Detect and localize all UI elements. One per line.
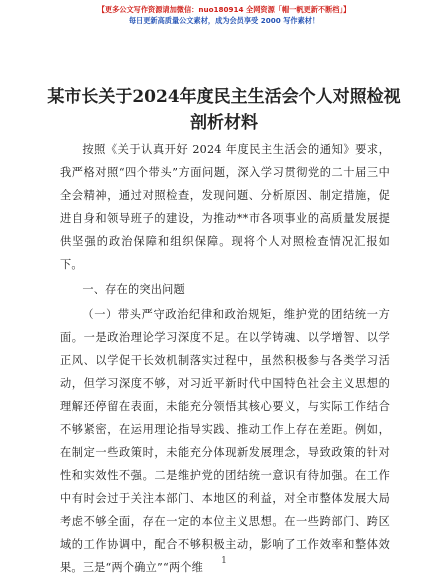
intro-paragraph: 按照《关于认真开好 2024 年度民主生活会的通知》要求，我严格对照“四个带头”方面问题，深入学习贯彻党的二十届三中全会精神，通过对照检查，发现问题、分析原因、制定措施，促进自身和领导班子的建设，为推动**市各项事业的高质量发展提供坚强的政治保障和组织保障。现将个人对照检查情况汇报如下。 xyxy=(60,143,390,271)
document-title-line2: 剖析材料 xyxy=(190,113,258,133)
document-body xyxy=(60,138,390,579)
document-title xyxy=(40,84,408,136)
promo-banner-line2: 每日更新高质量公文素材，成为会员享受 2000 写作素材！ xyxy=(128,16,320,25)
section-paragraph: （一）带头严守政治纪律和政治规矩，维护党的团结统一方面。一是政治理论学习深度不足。在以学铸魂、以学增智、以学正风、以学促干长效机制落实过程中，虽然积极参与各类学习活动，但学习深度不够，对习近平新时代中国特色社会主义思想的理解还停留在表面，未能充分领悟其核心要义，与实际工作结合不够紧密，在运用理论指导实践、推动工作上存在差距。例如，在制定一些政策时，未能充分体现新发展理念，导致政策的针对性和实效性不强。二是维护党的团结统一意识有待加强。在工作中有时会过于关注本部门、本地区的利益，对全市整体发展大局考虑不够全面，存在一定的本位主义思想。在一些跨部门、跨区域的工作协调中，配合不够积极主动，影响了工作效率和整体效果。三是“两个确立”“两个维 xyxy=(60,308,390,574)
promo-banner xyxy=(0,4,448,26)
document-title-line1: 某市长关于2024年度民主生活会个人对照检视 xyxy=(47,87,401,107)
page-number: 1 xyxy=(221,556,227,566)
promo-banner-line1: 【更多公文写作资源请加微信：nuo180914 全网资源「帽一帆更新不断档」】 xyxy=(97,5,351,14)
section-heading: 一、存在的突出问题 xyxy=(82,283,185,296)
